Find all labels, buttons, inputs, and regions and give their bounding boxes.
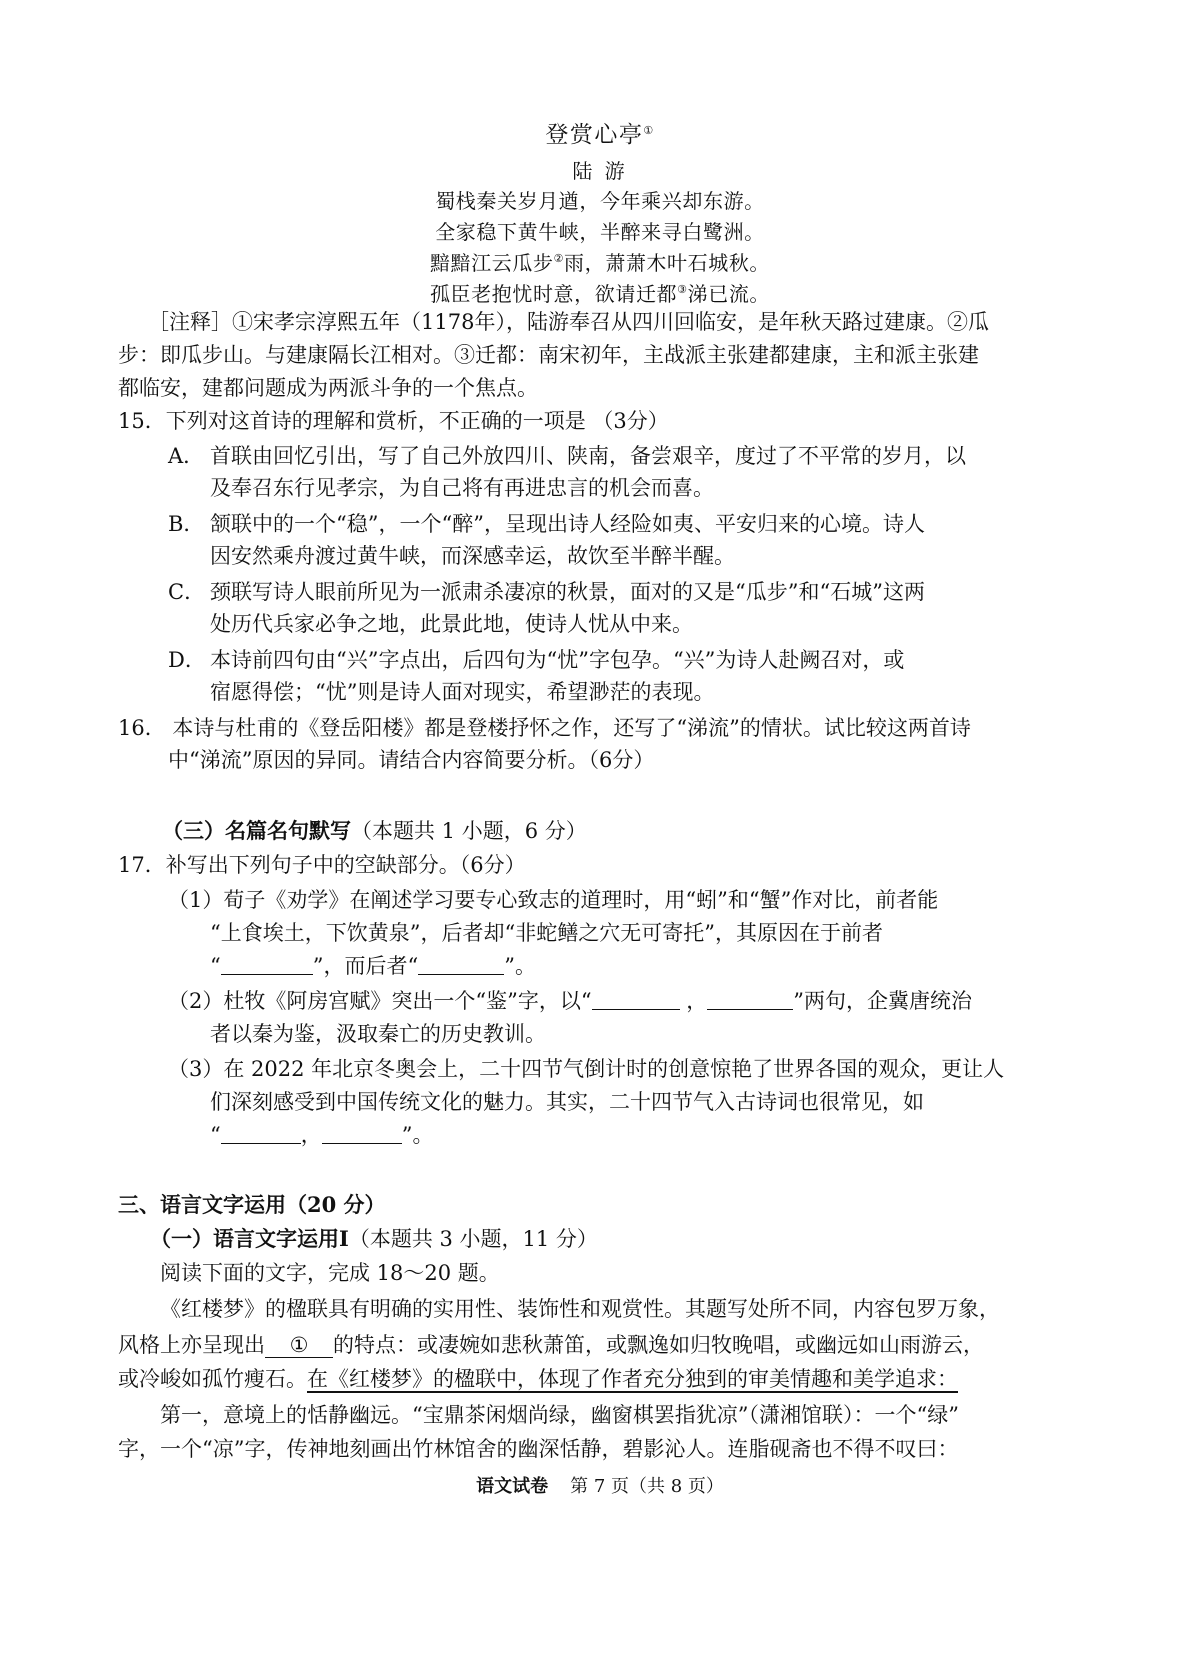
- q15-option-b-label: B．: [168, 512, 205, 536]
- footer-page-number: 第 7 页（共 8 页）: [570, 1476, 724, 1497]
- part-3-heading: 三、语言文字运用（20 分）: [118, 1192, 386, 1217]
- q15-option-a-label: A．: [168, 444, 205, 468]
- q15-option-a-line-1: 首联由回忆引出，写了自己外放四川、陕南，备尝艰辛，度过了不平常的岁月，以: [210, 444, 966, 468]
- q16-line-2: 中“涕流”原因的异同。请结合内容简要分析。（6分）: [168, 748, 655, 772]
- q17-part-2-line-1: （2）杜牧《阿房宫赋》突出一个“鉴”字，以“ ， ”两句，企冀唐统治: [168, 989, 973, 1013]
- q15-option-c-line-1: 颈联写诗人眼前所见为一派肃杀凄凉的秋景，面对的又是“瓜步”和“石城”这两: [210, 580, 925, 604]
- poem-author: 陆 游: [572, 159, 628, 183]
- q17-part-3-line-3: “ ， ”。: [210, 1123, 434, 1147]
- passage-para-1-line-3: 或冷峻如孤竹瘦石。在《红楼梦》的楹联中，体现了作者充分独到的审美情趣和美学追求：: [118, 1367, 958, 1391]
- underlined-sentence: 在《红楼梦》的楹联中，体现了作者充分独到的审美情趣和美学追求：: [307, 1367, 958, 1391]
- poem-line-1: 蜀栈秦关岁月遒，今年乘兴却东游。: [435, 189, 765, 213]
- q15-option-c-line-2: 处历代兵家必争之地，此景此地，使诗人忧从中来。: [210, 612, 693, 636]
- notes-line-2: 步：即瓜步山。与建康隔长江相对。③迁都：南宋初年，主战派主张建都建康，主和派主张建: [118, 343, 979, 367]
- answer-blank-6[interactable]: [322, 1123, 402, 1144]
- passage-blank-1[interactable]: ①: [265, 1333, 333, 1358]
- poem-line-2: 全家稳下黄牛峡，半醉来寻白鹭洲。: [435, 220, 765, 244]
- q17-part-1-line-3: “ ”，而后者“ ”。: [210, 954, 536, 978]
- q15-option-b-line-2: 因安然乘舟渡过黄牛峡，而深感幸运，故饮至半醉半醒。: [210, 544, 735, 568]
- q15-option-d-line-1: 本诗前四句由“兴”字点出，后四句为“忧”字包孕。“兴”为诗人赴阙召对，或: [210, 648, 905, 672]
- q17-part-3-line-2: 们深刻感受到中国传统文化的魅力。其实，二十四节气入古诗词也很常见，如: [210, 1090, 924, 1114]
- q17-part-1-line-1: （1）荀子《劝学》在阐述学习要专心致志的道理时，用“蚓”和“蟹”作对比，前者能: [168, 888, 939, 912]
- reading-instruction: 阅读下面的文字，完成 18～20 题。: [160, 1261, 500, 1285]
- poem-line-3: 黯黯江云瓜步②雨，萧萧木叶石城秋。: [429, 251, 771, 275]
- poem-title-note: ①: [643, 124, 655, 137]
- q17-stem: 17．补写出下列句子中的空缺部分。（6分）: [118, 853, 526, 877]
- notes-line-3: 都临安，建都问题成为两派斗争的一个焦点。: [118, 376, 538, 400]
- q16-line-1: 16． 本诗与杜甫的《登岳阳楼》都是登楼抒怀之作，还写了“涕流”的情状。试比较这两首诗: [118, 716, 971, 740]
- page-footer: [0, 1472, 1200, 1498]
- answer-blank-3[interactable]: [592, 989, 680, 1010]
- answer-blank-5[interactable]: [221, 1123, 301, 1144]
- passage-para-1-line-1: 《红楼梦》的楹联具有明确的实用性、装饰性和观赏性。其题写处所不同，内容包罗万象，: [160, 1297, 1000, 1321]
- q15-stem: 15．下列对这首诗的理解和赏析，不正确的一项是 （3分）: [118, 409, 669, 433]
- q15-option-b-line-1: 颔联中的一个“稳”，一个“醉”，呈现出诗人经险如夷、平安归来的心境。诗人: [210, 512, 925, 536]
- q15-option-d-label: D．: [168, 648, 206, 672]
- q15-option-c-label: C．: [168, 580, 206, 604]
- part-3-subheading: （一）语言文字运用Ⅰ（本题共 3 小题，11 分）: [150, 1226, 598, 1251]
- poem-line-4: 孤臣老抱忧时意，欲请迁都③涕已流。: [429, 282, 771, 306]
- q17-part-1-line-2: “上食埃土，下饮黄泉”，后者却“非蛇鳝之穴无可寄托”，其原因在于前者: [210, 921, 883, 945]
- q17-part-2-line-2: 者以秦为鉴，汲取秦亡的历史教训。: [210, 1022, 546, 1046]
- q15-option-a-line-2: 及奉召东行见孝宗，为自己将有再进忠言的机会而喜。: [210, 476, 714, 500]
- footer-subject: 语文试卷: [476, 1476, 549, 1497]
- passage-para-2-line-1: 第一，意境上的恬静幽远。“宝鼎茶闲烟尚绿，幽窗棋罢指犹凉”（潇湘馆联）：一个“绿”: [160, 1403, 959, 1427]
- notes-line-1: ［注释］①宋孝宗淳熙五年（1178年），陆游奉召从四川回临安，是年秋天路过建康。②瓜: [148, 310, 989, 334]
- poem-title: 登赏心亭①: [545, 122, 655, 148]
- answer-blank-1[interactable]: [221, 954, 313, 975]
- passage-para-2-line-2: 字，一个“凉”字，传神地刻画出竹林馆舍的幽深恬静，碧影沁人。连脂砚斋也不得不叹曰：: [118, 1437, 959, 1461]
- answer-blank-4[interactable]: [707, 989, 793, 1010]
- q17-part-3-line-1: （3）在 2022 年北京冬奥会上，二十四节气倒计时的创意惊艳了世界各国的观众，更让人: [168, 1057, 1005, 1081]
- passage-para-1-line-2: 风格上亦呈现出 ① 的特点：或凄婉如悲秋萧笛，或飘逸如归牧晚唱，或幽远如山雨游云，: [118, 1333, 984, 1357]
- q15-option-d-line-2: 宿愿得偿；“忧”则是诗人面对现实，希望渺茫的表现。: [210, 680, 715, 704]
- section-3-heading: （三）名篇名句默写（本题共 1 小题，6 分）: [162, 818, 587, 843]
- answer-blank-2[interactable]: [418, 954, 504, 975]
